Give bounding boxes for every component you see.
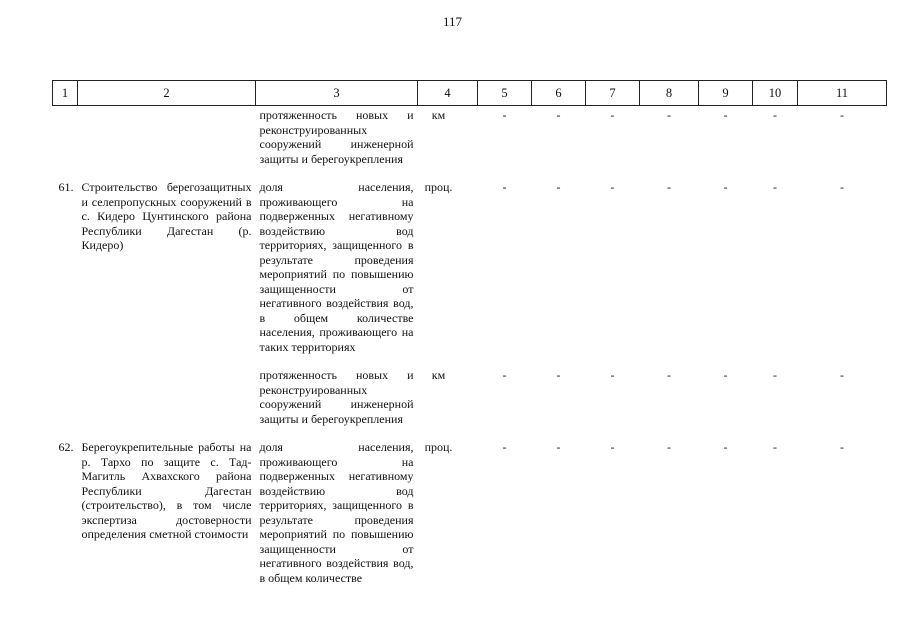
column-header: 1 [53,81,78,106]
row-number [53,368,78,426]
value-cell: - [840,440,844,454]
column-header: 10 [753,81,798,106]
indicator-name: протяженность новых и реконструированных сооружений инженерной защиты и берегоукрепления [259,108,414,166]
value-cell: - [556,440,561,454]
value-cell: - [556,108,561,122]
value-cell: - [723,368,728,382]
value-cell: - [773,440,777,454]
table-row [53,368,887,426]
header-row [53,81,887,106]
table-row [53,440,887,585]
value-cell: - [502,440,507,454]
value-cell: - [667,108,671,122]
unit-cell: км [431,108,446,122]
value-cell: - [667,180,671,194]
row-number [53,106,78,167]
value-cell: - [723,180,728,194]
value-cell: - [502,180,507,194]
value-cell: - [840,108,844,122]
row-spacer [53,426,887,440]
value-cell: - [773,368,777,382]
value-cell: - [723,440,728,454]
value-cell: - [610,108,615,122]
value-cell: - [667,368,671,382]
value-cell: - [502,368,507,382]
table-row [53,106,887,167]
value-cell: - [667,440,671,454]
value-cell: - [610,368,615,382]
row-spacer [53,166,887,180]
value-cell: - [840,368,844,382]
value-cell: - [840,180,844,194]
column-header: 8 [640,81,699,106]
indicator-name: доля населения, проживающего на подверженных негативному воздействию вод территориях, защищенного в результате проведения мероприятий по повышению защищенности от негативного воздействия вод, в общем количестве [259,440,414,585]
row-spacer [53,354,887,368]
column-header: 7 [586,81,640,106]
value-cell: - [773,180,777,194]
unit-cell: км [431,368,446,382]
value-cell: - [773,108,777,122]
value-cell: - [723,108,728,122]
value-cell: - [556,180,561,194]
value-cell: - [610,440,615,454]
column-header: 2 [78,81,256,106]
project-name: Строительство берегозащитных и селепропускных сооружений в с. Кидеро Цунтинского района Республики Дагестан (р. Кидеро) [81,180,252,252]
column-header: 5 [478,81,532,106]
indicator-name: протяженность новых и реконструированных сооружений инженерной защиты и берегоукрепления [259,368,414,426]
value-cell: - [610,180,615,194]
program-table [52,80,887,585]
column-header: 9 [699,81,753,106]
column-header: 3 [256,81,418,106]
unit-cell: проц. [424,440,453,454]
value-cell: - [502,108,507,122]
value-cell: - [556,368,561,382]
project-name [78,106,256,167]
row-number: 61. [58,180,74,194]
project-name [78,368,256,426]
column-header: 11 [798,81,887,106]
row-number: 62. [58,440,74,454]
program-table-container [52,80,886,585]
indicator-name: доля населения, проживающего на подверженных негативному воздействию вод территориях, защищенного в результате проведения мероприятий по повышению защищенности от негативного воздействия вод, в общем количестве населения, проживающего на таких территориях [259,180,414,354]
column-header: 4 [418,81,478,106]
unit-cell: проц. [424,180,453,194]
table-row [53,180,887,354]
column-header: 6 [532,81,586,106]
project-name: Берегоукрепительные работы на р. Тархо по защите с. Тад-Магитль Ахвахского района Республики Дагестан (строительство), в том числе экспертиза достоверности определения сметной стоимости [81,440,252,541]
page-number: 117 [442,14,463,29]
